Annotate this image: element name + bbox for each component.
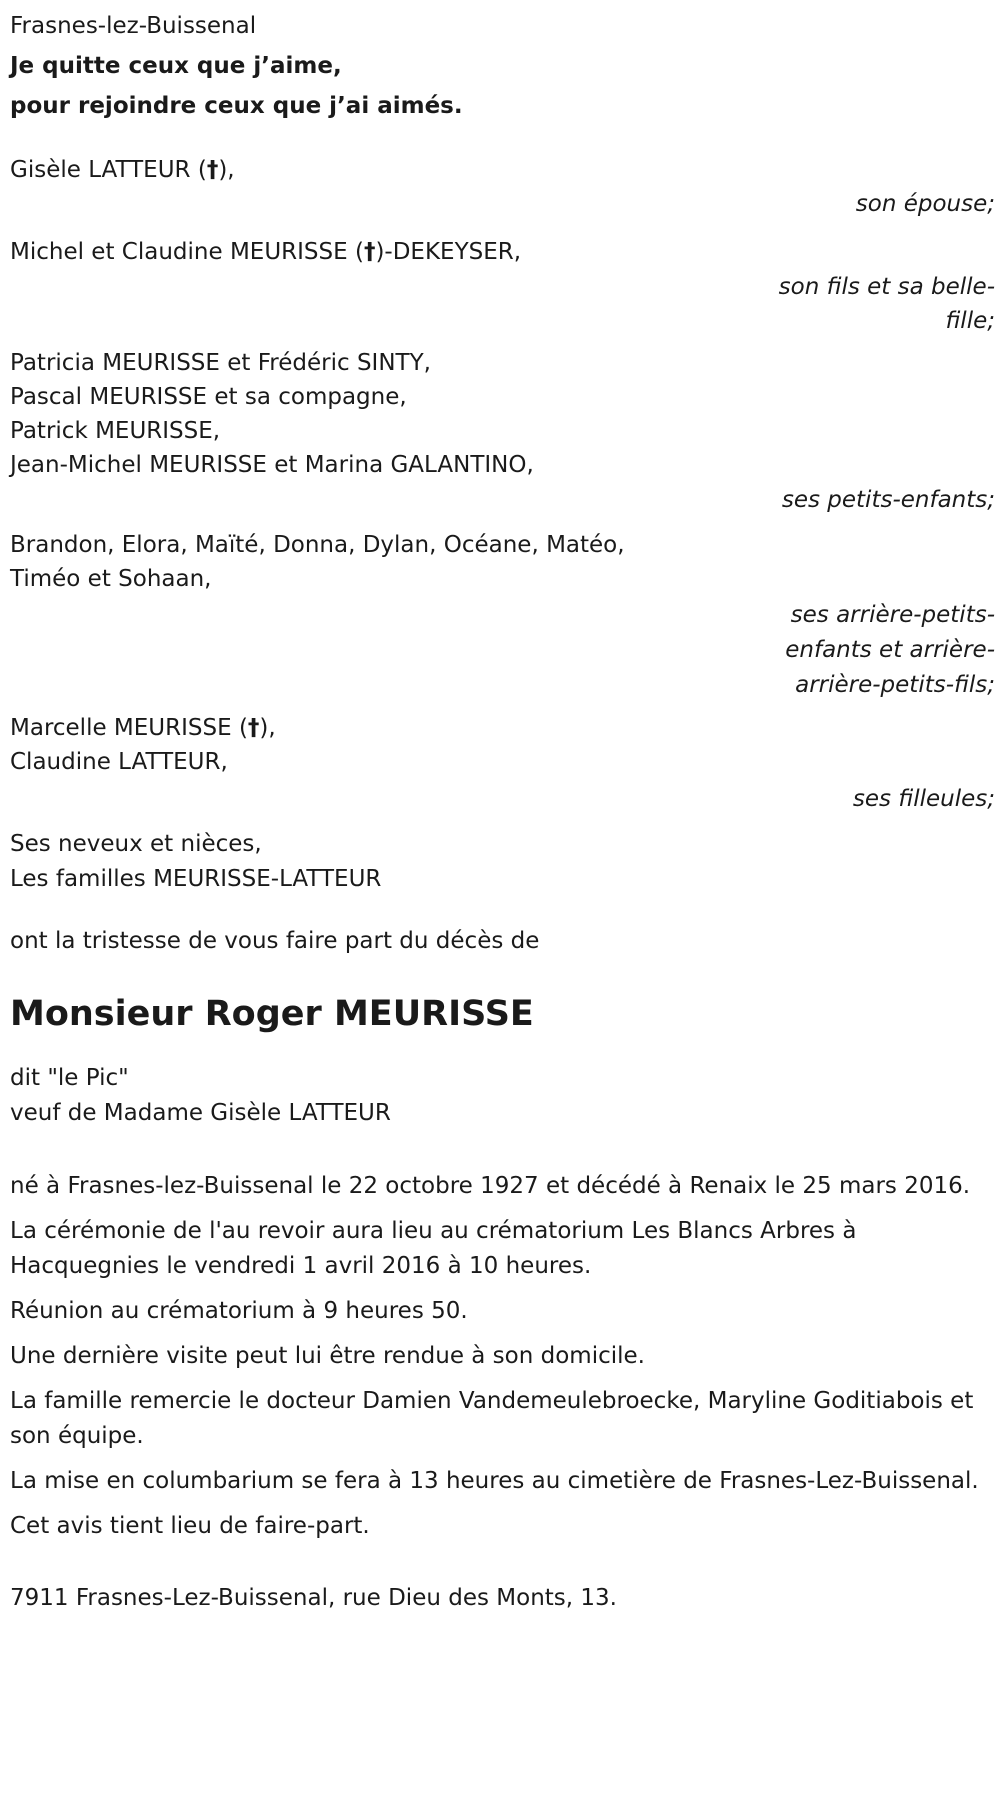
meeting-paragraph: Réunion au crématorium à 9 heures 50. <box>10 1298 468 1324</box>
thanks-paragraph: La famille remercie le docteur Damien Vandemeulebroecke, Maryline Goditiabois et son équipe. <box>10 1388 974 1449</box>
list-item: Timéo et Sohaan, <box>10 566 212 592</box>
spouse-name: Gisèle LATTEUR (†), <box>10 157 235 183</box>
list-item: Brandon, Elora, Maïté, Donna, Dylan, Océane, Matéo, <box>10 532 625 558</box>
list-item: Les familles MEURISSE-LATTEUR <box>10 866 382 892</box>
son-name: Michel et Claudine MEURISSE (†)-DEKEYSER, <box>10 239 522 265</box>
spacer <box>10 1131 1000 1169</box>
notice-paragraph: Cet avis tient lieu de faire-part. <box>10 1513 370 1539</box>
grandchildren-role: ses petits-enfants; <box>781 487 995 513</box>
announcement-intro: ont la tristesse de vous faire part du décès de <box>10 928 540 954</box>
quote-line-2: pour rejoindre ceux que j’ai aimés. <box>10 93 463 119</box>
spouse-role: son épouse; <box>855 191 995 217</box>
nickname: dit "le Pic" <box>10 1065 129 1091</box>
spacer <box>10 897 1000 921</box>
list-item: Jean-Michel MEURISSE et Marina GALANTINO, <box>10 452 534 478</box>
list-item: Patricia MEURISSE et Frédéric SINTY, <box>10 350 431 376</box>
cross-icon: † <box>247 715 260 741</box>
widower-line: veuf de Madame Gisèle LATTEUR <box>10 1100 391 1126</box>
great-grandchildren-list <box>10 528 1000 596</box>
goddaughter-2: Claudine LATTEUR, <box>10 749 228 775</box>
great-grandchildren-role: ses arrière-petits- enfants et arrière- arrière-petits-fils; <box>785 602 995 698</box>
cross-icon: † <box>206 157 219 183</box>
other-relatives <box>10 827 1000 897</box>
location-heading: Frasnes-lez-Buissenal <box>10 13 257 39</box>
goddaughters-role: ses filleules; <box>852 786 995 812</box>
cross-icon: † <box>363 239 376 265</box>
son-role: son fils et sa belle- fille; <box>778 274 995 334</box>
visit-paragraph: Une dernière visite peut lui être rendue à son domicile. <box>10 1343 645 1369</box>
deceased-name: Monsieur Roger MEURISSE <box>10 994 534 1034</box>
goddaughter-1: Marcelle MEURISSE (†), <box>10 715 276 741</box>
quote-line-1: Je quitte ceux que j’aime, <box>10 53 342 79</box>
address: 7911 Frasnes-Lez-Buissenal, rue Dieu des Monts, 13. <box>10 1585 617 1611</box>
deceased-info <box>10 1061 1000 1131</box>
list-item: Pascal MEURISSE et sa compagne, <box>10 384 407 410</box>
list-item: Ses neveux et nièces, <box>10 831 262 857</box>
birth-death-paragraph: né à Frasnes-lez-Buissenal le 22 octobre 1927 et décédé à Renaix le 25 mars 2016. <box>10 1173 971 1199</box>
spacer <box>10 1554 1000 1578</box>
grandchildren-list <box>10 346 1000 482</box>
list-item: Patrick MEURISSE, <box>10 418 221 444</box>
spacer <box>10 126 1000 150</box>
ceremony-paragraph: La cérémonie de l'au revoir aura lieu au crématorium Les Blancs Arbres à Hacquegnies le vendredi 1 avril 2016 à 10 heures. <box>10 1218 857 1279</box>
goddaughters-list <box>10 711 1000 779</box>
columbarium-paragraph: La mise en columbarium se fera à 13 heures au cimetière de Frasnes-Lez-Buissenal. <box>10 1468 979 1494</box>
details-section <box>10 1169 1000 1544</box>
